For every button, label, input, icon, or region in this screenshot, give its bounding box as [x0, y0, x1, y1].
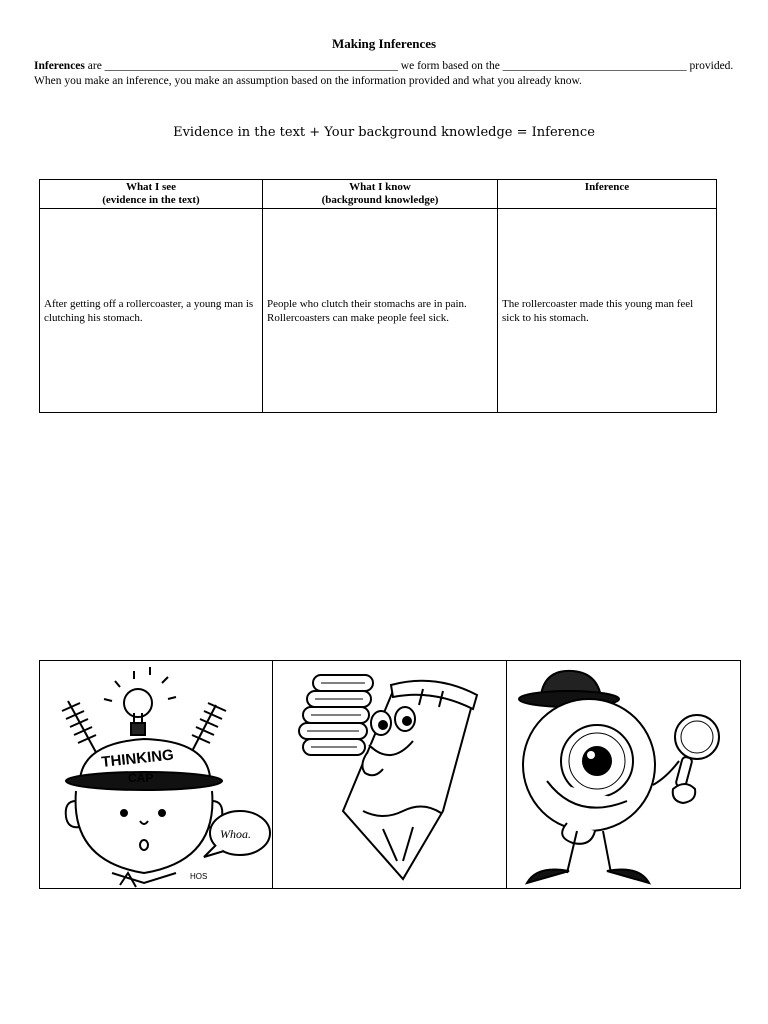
header-what-i-see: What I see (evidence in the text)	[40, 180, 263, 209]
intro-bold-word: Inferences	[34, 60, 85, 72]
books-stack-icon	[299, 675, 373, 755]
cap-text-1: THINKING	[100, 746, 175, 771]
clipart-strip	[39, 660, 741, 889]
header-inference: Inference	[498, 180, 717, 209]
cell-evidence: After getting off a rollercoaster, a young man is clutching his stomach.	[40, 209, 263, 413]
table-row	[40, 209, 717, 413]
header-what-i-know: What I know (background knowledge)	[263, 180, 498, 209]
table-header-row	[40, 180, 717, 209]
pencil-with-books-illustration	[272, 661, 506, 888]
cell-background: People who clutch their stomachs are in pain. Rollercoasters can make people feel sick.	[263, 209, 498, 413]
cap-text-2: CAP	[128, 771, 154, 785]
artist-signature: HOS	[190, 872, 208, 881]
speech-bubble-text: Whoa.	[220, 827, 251, 841]
inference-table	[39, 179, 717, 413]
inference-formula: Evidence in the text + Your background knowledge = Inference	[173, 125, 595, 140]
eyeball-detective-illustration	[506, 661, 740, 888]
intro-line-2: When you make an inference, you make an assumption based on the information provided and what you already know.	[34, 75, 582, 87]
cell-inference: The rollercoaster made this young man feel sick to his stomach.	[498, 209, 717, 413]
intro-blanks-text: are ___________________________________________________ we form based on the ________________________________ provided.	[84, 60, 734, 72]
intro-line-1	[34, 60, 734, 72]
page-title: Making Inferences	[331, 36, 437, 51]
thinking-cap-illustration	[40, 661, 272, 888]
